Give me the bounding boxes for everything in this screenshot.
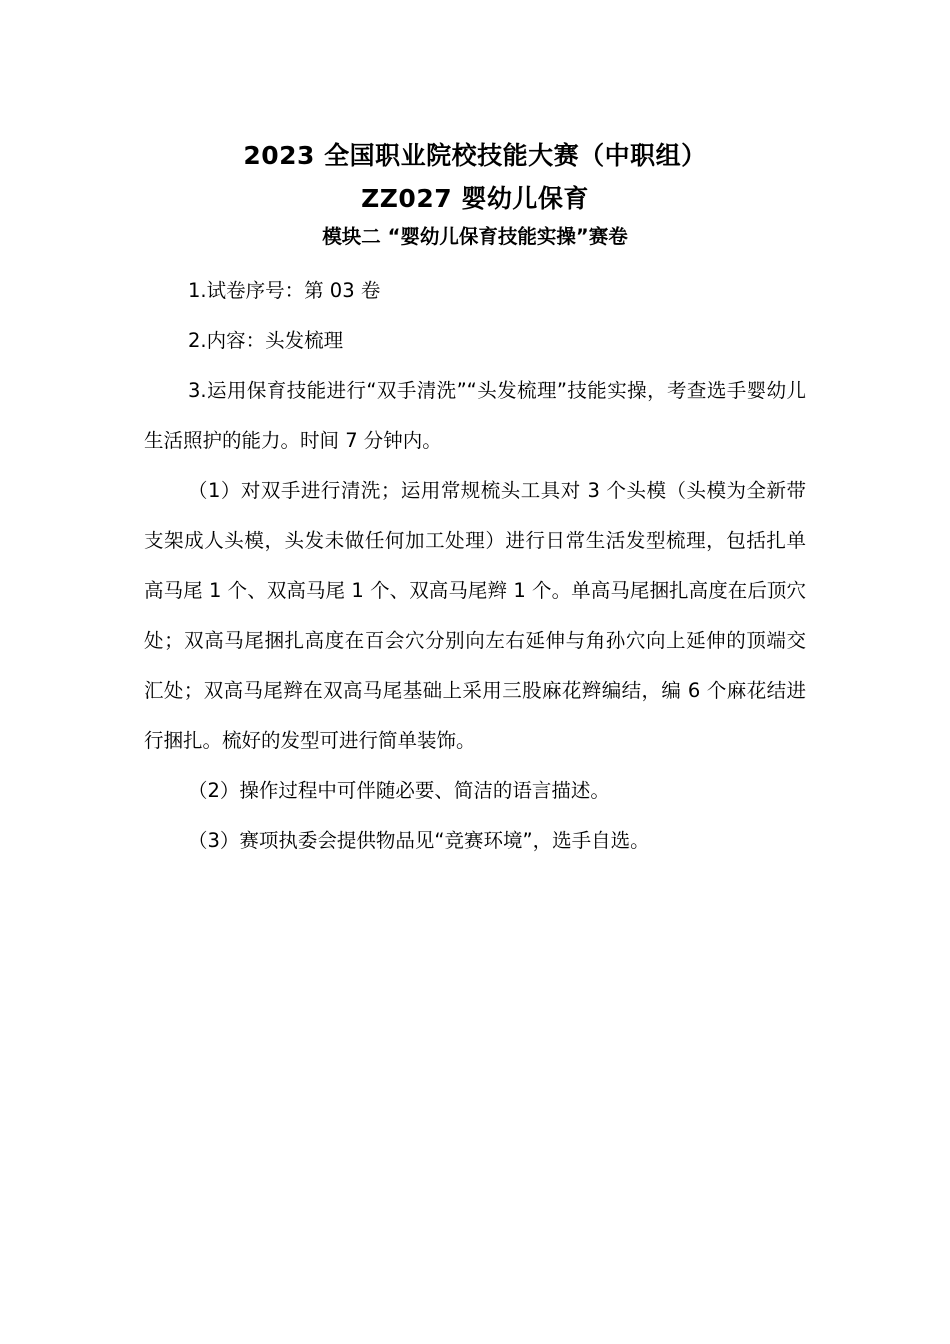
- paragraph-item-1: （1）对双手进行清洗；运用常规梳头工具对 3 个头模（头模为全新带支架成人头模，头发未做任何加工处理）进行日常生活发型梳理，包括扎单高马尾 1 个、双高马尾 1 个、双高马尾辫 1 个。单高马尾捆扎高度在后顶穴处；双高马尾捆扎高度在百会穴分别向左右延伸与角孙穴向上延伸的顶端交汇处；双高马尾辫在双高马尾基础上采用三股麻花辫编结，编 6 个麻花结进行捆扎。梳好的发型可进行简单装饰。: [144, 479, 806, 752]
- paragraph-content: 2.内容：头发梳理: [188, 329, 344, 352]
- paragraph-paper-number: 1.试卷序号：第 03 卷: [188, 279, 381, 302]
- document-title-line2: ZZ027 婴幼儿保育: [361, 184, 589, 213]
- paragraph-item-2: （2）操作过程中可伴随必要、简洁的语言描述。: [188, 779, 610, 802]
- document-title-line1: 2023 全国职业院校技能大赛（中职组）: [243, 141, 707, 170]
- paragraph-item-3: （3）赛项执委会提供物品见“竞赛环境”，选手自选。: [188, 829, 650, 852]
- document-page: [144, 130, 806, 866]
- document-subtitle: 模块二 “婴幼儿保育技能实操”赛卷: [322, 225, 628, 248]
- paragraph-task-description: 3.运用保育技能进行“双手清洗”“头发梳理”技能实操，考查选手婴幼儿生活照护的能力。时间 7 分钟内。: [144, 379, 806, 452]
